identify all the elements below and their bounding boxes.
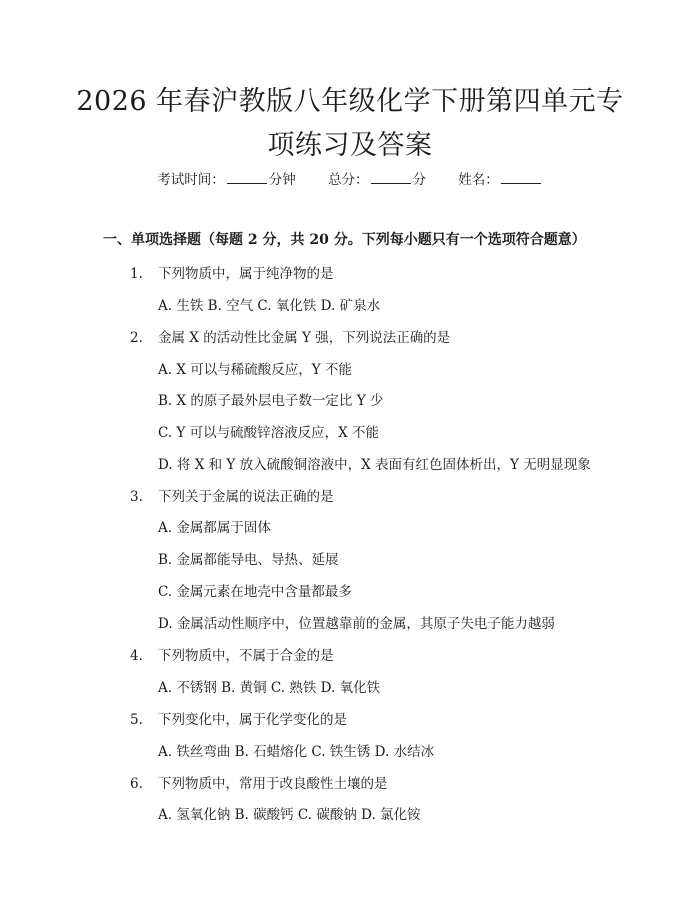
question-text: 金属 X 的活动性比金属 Y 强，下列说法正确的是 [158,330,451,346]
question-text: 下列物质中，常用于改良酸性土壤的是 [158,776,388,792]
question-1 [130,262,334,282]
title-line-1: 2026 年春沪教版八年级化学下册第四单元专 [76,86,624,117]
section-title: 一、单项选择题（每题 2 分，共 20 分。下列每小题只有一个选项符合题意） [103,232,586,248]
question-4-options: A. 不锈钢 B. 黄铜 C. 熟铁 D. 氧化铁 [158,680,381,696]
name-label: 姓名： [458,172,499,188]
question-2-option-d: D. 将 X 和 Y 放入硫酸铜溶液中，X 表面有红色固体析出，Y 无明显现象 [158,457,591,473]
question-1-options: A. 生铁 B. 空气 C. 氧化铁 D. 矿泉水 [158,298,381,314]
question-3-option-b: B. 金属都能导电、导热、延展 [158,552,339,568]
question-3-option-d: D. 金属活动性顺序中，位置越靠前的金属，其原子失电子能力越弱 [158,616,555,632]
exam-time-unit: 分钟 [268,172,296,188]
total-score-label: 总分： [328,172,369,188]
question-3-option-a: A. 金属都属于固体 [158,520,271,536]
question-4 [130,644,334,664]
total-score-blank[interactable] [371,171,411,184]
question-2-option-b: B. X 的原子最外层电子数一定比 Y 少 [158,393,384,409]
total-score-field [328,168,426,188]
question-number: 2. [130,330,143,346]
question-number: 4. [130,648,143,664]
question-number: 5. [130,712,143,728]
document-title [60,80,640,168]
question-6-options: A. 氢氧化钠 B. 碳酸钙 C. 碳酸钠 D. 氯化铵 [158,807,421,823]
question-text: 下列物质中，属于纯净物的是 [158,266,334,282]
exam-time-label: 考试时间： [157,172,225,188]
question-3 [130,485,334,505]
exam-time-field [157,168,296,188]
question-2-option-c: C. Y 可以与硫酸锌溶液反应，X 不能 [158,425,380,441]
question-number: 6. [130,776,143,792]
question-5 [130,708,347,728]
name-field [458,168,543,188]
question-number: 1. [130,266,143,282]
exam-meta [0,168,700,188]
question-3-option-c: C. 金属元素在地壳中含量都最多 [158,584,352,600]
total-score-unit: 分 [412,172,426,188]
question-5-options: A. 铁丝弯曲 B. 石蜡熔化 C. 铁生锈 D. 水结冰 [158,744,435,760]
question-text: 下列物质中，不属于合金的是 [158,648,334,664]
question-text: 下列关于金属的说法正确的是 [158,489,334,505]
name-blank[interactable] [501,171,541,184]
question-2-option-a: A. X 可以与稀硫酸反应，Y 不能 [158,362,352,378]
question-2 [130,326,450,346]
title-line-2: 项练习及答案 [267,130,433,161]
question-number: 3. [130,489,143,505]
question-6 [130,772,388,792]
question-text: 下列变化中，属于化学变化的是 [158,712,347,728]
exam-time-blank[interactable] [227,171,267,184]
